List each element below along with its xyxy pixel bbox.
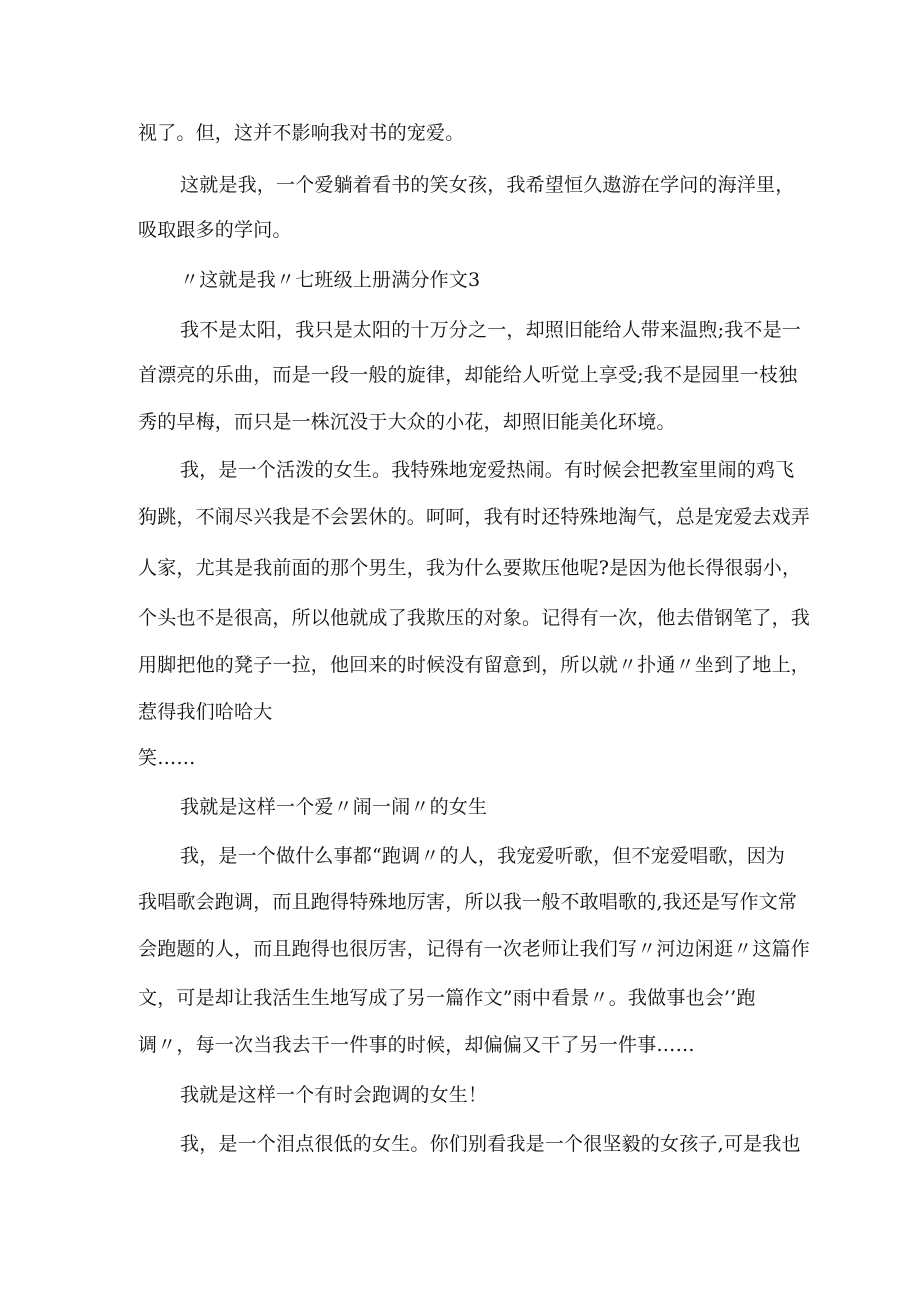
text-line: 狗跳，不闹尽兴我是不会罢休的。呵呵，我有时还特殊地淘气，总是宠爱去戏弄 bbox=[138, 506, 811, 528]
text-line: 我就是这样一个有时会跑调的女生！ bbox=[180, 1084, 488, 1106]
text-line: 我，是一个活泼的女生。我特殊地宠爱热闹。有时候会把教室里闹的鸡飞 bbox=[180, 459, 795, 481]
text-line: 秀的早梅，而只是一株沉没于大众的小花，却照旧能美化环境。 bbox=[138, 411, 676, 433]
text-line: 我，是一个泪点很低的女生。你们别看我是一个很坚毅的女孩子,可是我也 bbox=[180, 1133, 801, 1155]
text-line: 人家，尤其是我前面的那个男生，我为什么要欺压他呢?是因为他长得很弱小， bbox=[138, 557, 802, 579]
text-line: 这就是我，一个爱躺着看书的笑女孩，我希望恒久遨游在学问的海洋里， bbox=[180, 174, 795, 196]
text-line: 会跑题的人，而且跑得也很厉害，记得有一次老师让我们写〃河边闲逛〃这篇作 bbox=[138, 938, 811, 960]
text-line: 我就是这样一个爱〃闹一闹〃的女生 bbox=[180, 796, 488, 818]
text-line: 我，是一个做什么事都“跑调〃的人，我宠爱听歌，但不宠爱唱歌，因为 bbox=[180, 845, 786, 867]
text-line: 调〃，每一次当我去干一件事的时候，却偏偏又干了另一件事…… bbox=[138, 1034, 695, 1056]
text-line: 文，可是却让我活生生地写成了另一篇作文”雨中看景〃。我做事也会’’跑 bbox=[138, 987, 756, 1009]
text-line: 我不是太阳，我只是太阳的十万分之一，却照旧能给人带来温煦;我不是一 bbox=[180, 319, 802, 341]
section-heading: 〃这就是我〃七班级上册满分作文3 bbox=[180, 269, 481, 291]
text-line: 惹得我们哈哈大 bbox=[138, 701, 273, 723]
text-line: 笑…… bbox=[138, 747, 196, 769]
text-line: 用脚把他的凳子一拉，他回来的时候没有留意到，所以就〃扑通〃坐到了地上， bbox=[138, 654, 811, 676]
text-line: 首漂亮的乐曲，而是一段一般的旋律，却能给人听觉上享受;我不是园里一枝独 bbox=[138, 364, 798, 386]
text-line: 视了。但，这并不影响我对书的宠爱。 bbox=[138, 122, 465, 144]
text-line: 我唱歌会跑调，而且跑得特殊地厉害，所以我一般不敢唱歌的,我还是写作文常 bbox=[138, 891, 798, 913]
text-line: 吸取跟多的学问。 bbox=[138, 219, 292, 241]
text-line: 个头也不是很高，所以他就成了我欺压的对象。记得有一次，他去借钢笔了，我 bbox=[138, 607, 811, 629]
